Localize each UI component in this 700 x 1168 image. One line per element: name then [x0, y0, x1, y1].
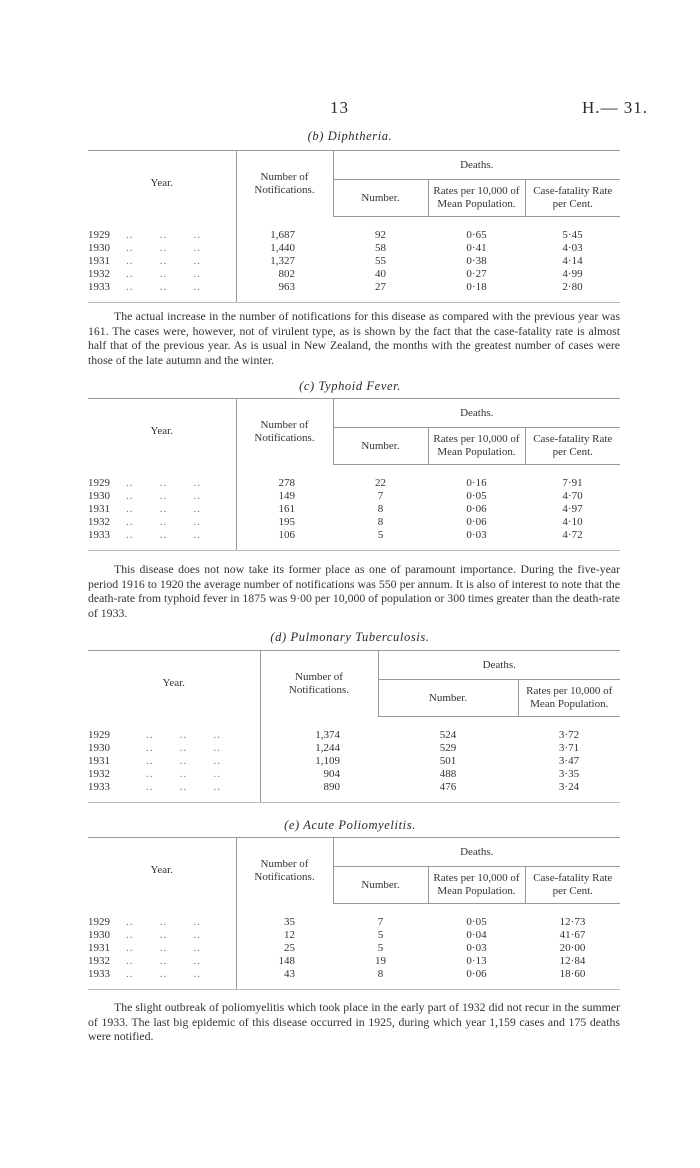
rates-header: Rates per 10,000 of Mean Population. [428, 428, 525, 465]
fatality-cell: 4·03 [562, 242, 583, 254]
deaths-number-header: Number. [333, 867, 428, 904]
deaths-number-header: Number. [333, 180, 428, 217]
notifications-cell: 12 [236, 929, 333, 942]
table-row: 1930 .. .. .. 1,244 529 3·71 [88, 742, 620, 755]
year-cell: 1933 [88, 529, 110, 541]
rates-header: Rates per 10,000 of Mean Population. [428, 180, 525, 217]
deaths-cell: 7 [377, 916, 384, 928]
notifications-header: Number of Notifications. [260, 651, 378, 717]
rate-cell: 3·35 [558, 768, 580, 780]
year-cell: 1932 [88, 955, 110, 967]
notifications-cell: 1,327 [236, 255, 333, 268]
year-cell: 1929 [88, 476, 110, 489]
deaths-header: Deaths. [378, 651, 620, 680]
table-row: 1933 .. .. .. 106 5 0·03 4·72 [88, 529, 620, 551]
rate-cell: 0·16 [466, 477, 487, 489]
rate-cell: 0·06 [466, 503, 487, 515]
year-cell: 1931 [88, 503, 110, 515]
notifications-cell: 149 [236, 490, 333, 503]
deaths-number-header: Number. [333, 428, 428, 465]
poliomyelitis-caption: (e) Acute Poliomyelitis. [284, 818, 416, 832]
tuberculosis-table [88, 650, 620, 803]
table-row: 1931 .. .. .. 1,109 501 3·47 [88, 755, 620, 768]
notifications-header: Number of Notifications. [236, 151, 333, 217]
typhoid-caption: (c) Typhoid Fever. [299, 379, 401, 393]
table-row: 1929 .. .. .. 35 7 0·05 12·73 [88, 904, 620, 930]
typhoid-rows [88, 465, 620, 551]
year-cell: 1929 [88, 228, 110, 241]
year-header: Year. [88, 651, 260, 717]
year-cell: 1931 [88, 255, 110, 267]
deaths-cell: 8 [377, 516, 384, 528]
deaths-header: Deaths. [333, 838, 620, 867]
deaths-cell: 5 [377, 942, 384, 954]
document-reference: H.— 31. [581, 98, 648, 117]
fatality-cell: 7·91 [562, 477, 583, 489]
notifications-cell: 1,374 [260, 717, 378, 743]
notifications-cell: 106 [236, 529, 333, 551]
rate-cell: 0·38 [466, 255, 487, 267]
rate-cell: 0·06 [428, 968, 525, 990]
table-row: 1932 .. .. .. 904 488 3·35 [88, 768, 620, 781]
diphtheria-paragraph: The actual increase in the number of notifications for this disease as compared with the previous year was 161. The cases were, however, not of virulent type, as is shown by the fact that the case-fatality rate is almost half that of the previous year. As is usual in New Zealand, the months with the greatest number of cases were those of the late autumn and the winter. [88, 309, 620, 367]
table-row: 1933 .. .. .. 890 476 3·24 [88, 781, 620, 803]
deaths-cell: 501 [439, 755, 457, 767]
rate-cell: 0·41 [466, 242, 487, 254]
fatality-cell: 4·97 [562, 503, 583, 515]
table-row: 1933 .. .. .. 43 8 0·06 18·60 [88, 968, 620, 990]
deaths-cell: 55 [375, 255, 386, 267]
deaths-cell: 524 [439, 729, 457, 741]
notifications-cell: 1,244 [260, 742, 378, 755]
year-cell: 1933 [88, 781, 110, 793]
rate-cell: 0·03 [466, 942, 487, 954]
deaths-cell: 58 [375, 242, 386, 254]
fatality-cell: 12·84 [559, 955, 586, 967]
fatality-cell: 41·67 [559, 929, 586, 941]
year-cell: 1932 [88, 768, 110, 780]
rate-cell: 0·03 [428, 529, 525, 551]
year-cell: 1932 [88, 516, 110, 528]
tuberculosis-rows [88, 717, 620, 803]
fatality-header: Case-fatality Rate per Cent. [525, 180, 620, 217]
year-cell: 1933 [88, 281, 110, 293]
deaths-cell: 40 [375, 268, 386, 280]
rate-cell: 0·06 [466, 516, 487, 528]
notifications-cell: 161 [236, 503, 333, 516]
notifications-cell: 43 [236, 968, 333, 990]
notifications-cell: 195 [236, 516, 333, 529]
notifications-cell: 1,109 [260, 755, 378, 768]
rates-header: Rates per 10,000 of Mean Population. [518, 680, 620, 717]
rate-cell: 0·18 [428, 281, 525, 303]
fatality-cell: 12·73 [559, 916, 586, 928]
table-row: 1931 .. .. .. 161 8 0·06 4·97 [88, 503, 620, 516]
deaths-cell: 27 [333, 281, 428, 303]
diphtheria-caption: (b) Diphtheria. [307, 129, 393, 143]
year-header: Year. [88, 399, 236, 465]
table-row: 1931 .. .. .. 25 5 0·03 20·00 [88, 942, 620, 955]
year-cell: 1930 [88, 490, 110, 502]
deaths-cell: 476 [378, 781, 518, 803]
notifications-cell: 35 [236, 904, 333, 930]
year-cell: 1930 [88, 929, 110, 941]
rate-cell: 0·05 [466, 490, 487, 502]
year-cell: 1931 [88, 755, 110, 767]
poliomyelitis-table [88, 837, 620, 990]
deaths-cell: 5 [377, 929, 384, 941]
typhoid-table [88, 398, 620, 551]
notifications-cell: 278 [236, 465, 333, 491]
year-cell: 1930 [88, 242, 110, 254]
page-number: 13 [330, 98, 349, 117]
notifications-cell: 904 [260, 768, 378, 781]
deaths-cell: 529 [439, 742, 457, 754]
deaths-cell: 22 [375, 477, 386, 489]
table-row: 1933 .. .. .. 963 27 0·18 2·80 [88, 281, 620, 303]
rate-cell: 3·24 [518, 781, 620, 803]
fatality-cell: 4·72 [525, 529, 620, 551]
deaths-cell: 19 [375, 955, 386, 967]
fatality-cell: 4·70 [562, 490, 583, 502]
notifications-cell: 1,687 [236, 217, 333, 243]
table-row: 1929 .. .. .. 1,374 524 3·72 [88, 717, 620, 743]
rate-cell: 3·47 [558, 755, 580, 767]
poliomyelitis-rows [88, 904, 620, 990]
notifications-cell: 25 [236, 942, 333, 955]
rate-cell: 0·13 [466, 955, 487, 967]
page-header [0, 98, 700, 122]
tuberculosis-caption: (d) Pulmonary Tuberculosis. [270, 630, 430, 644]
deaths-cell: 92 [375, 229, 386, 241]
table-row: 1932 .. .. .. 195 8 0·06 4·10 [88, 516, 620, 529]
deaths-cell: 8 [333, 968, 428, 990]
table-row: 1930 .. .. .. 149 7 0·05 4·70 [88, 490, 620, 503]
year-cell: 1932 [88, 268, 110, 280]
notifications-cell: 963 [236, 281, 333, 303]
table-row: 1932 .. .. .. 802 40 0·27 4·99 [88, 268, 620, 281]
year-cell: 1930 [88, 742, 110, 754]
deaths-header: Deaths. [333, 151, 620, 180]
rate-cell: 3·72 [558, 729, 580, 741]
notifications-cell: 890 [260, 781, 378, 803]
rate-cell: 0·27 [466, 268, 487, 280]
fatality-header: Case-fatality Rate per Cent. [525, 867, 620, 904]
fatality-cell: 4·14 [562, 255, 583, 267]
table-row: 1929 .. .. .. 1,687 92 0·65 5·45 [88, 217, 620, 243]
rate-cell: 3·71 [558, 742, 580, 754]
fatality-cell: 2·80 [525, 281, 620, 303]
rates-header: Rates per 10,000 of Mean Population. [428, 867, 525, 904]
table-row: 1930 .. .. .. 12 5 0·04 41·67 [88, 929, 620, 942]
year-cell: 1929 [88, 915, 110, 928]
rate-cell: 0·04 [466, 929, 487, 941]
deaths-cell: 8 [377, 503, 384, 515]
notifications-header: Number of Notifications. [236, 399, 333, 465]
table-row: 1931 .. .. .. 1,327 55 0·38 4·14 [88, 255, 620, 268]
notifications-cell: 148 [236, 955, 333, 968]
poliomyelitis-paragraph: The slight outbreak of poliomyelitis which took place in the early part of 1932 did not recur in the summer of 1933. The last big epidemic of this disease occurred in 1925, during which year 1,159 cases and 175 deaths were notified. [88, 1000, 620, 1043]
deaths-cell: 5 [333, 529, 428, 551]
rate-cell: 0·05 [466, 916, 487, 928]
fatality-cell: 4·99 [562, 268, 583, 280]
typhoid-paragraph: This disease does not now take its former place as one of paramount importance. During the five-year period 1916 to 1920 the average number of notifications was 550 per annum. It is also of interest to note that the death-rate from typhoid fever in 1875 was 9·00 per 10,000 of population or 300 times greater than the death-rate of 1933. [88, 562, 620, 620]
notifications-cell: 1,440 [236, 242, 333, 255]
year-cell: 1929 [88, 728, 110, 741]
diphtheria-table [88, 150, 620, 303]
deaths-header: Deaths. [333, 399, 620, 428]
deaths-cell: 7 [377, 490, 384, 502]
fatality-cell: 20·00 [559, 942, 586, 954]
fatality-cell: 4·10 [562, 516, 583, 528]
table-row: 1932 .. .. .. 148 19 0·13 12·84 [88, 955, 620, 968]
year-header: Year. [88, 151, 236, 217]
table-row: 1929 .. .. .. 278 22 0·16 7·91 [88, 465, 620, 491]
deaths-number-header: Number. [378, 680, 518, 717]
fatality-header: Case-fatality Rate per Cent. [525, 428, 620, 465]
year-cell: 1931 [88, 942, 110, 954]
table-row: 1930 .. .. .. 1,440 58 0·41 4·03 [88, 242, 620, 255]
rate-cell: 0·65 [466, 229, 487, 241]
fatality-cell: 18·60 [525, 968, 620, 990]
fatality-cell: 5·45 [562, 229, 583, 241]
year-cell: 1933 [88, 968, 110, 980]
notifications-header: Number of Notifications. [236, 838, 333, 904]
diphtheria-rows [88, 217, 620, 303]
year-header: Year. [88, 838, 236, 904]
notifications-cell: 802 [236, 268, 333, 281]
deaths-cell: 488 [439, 768, 457, 780]
